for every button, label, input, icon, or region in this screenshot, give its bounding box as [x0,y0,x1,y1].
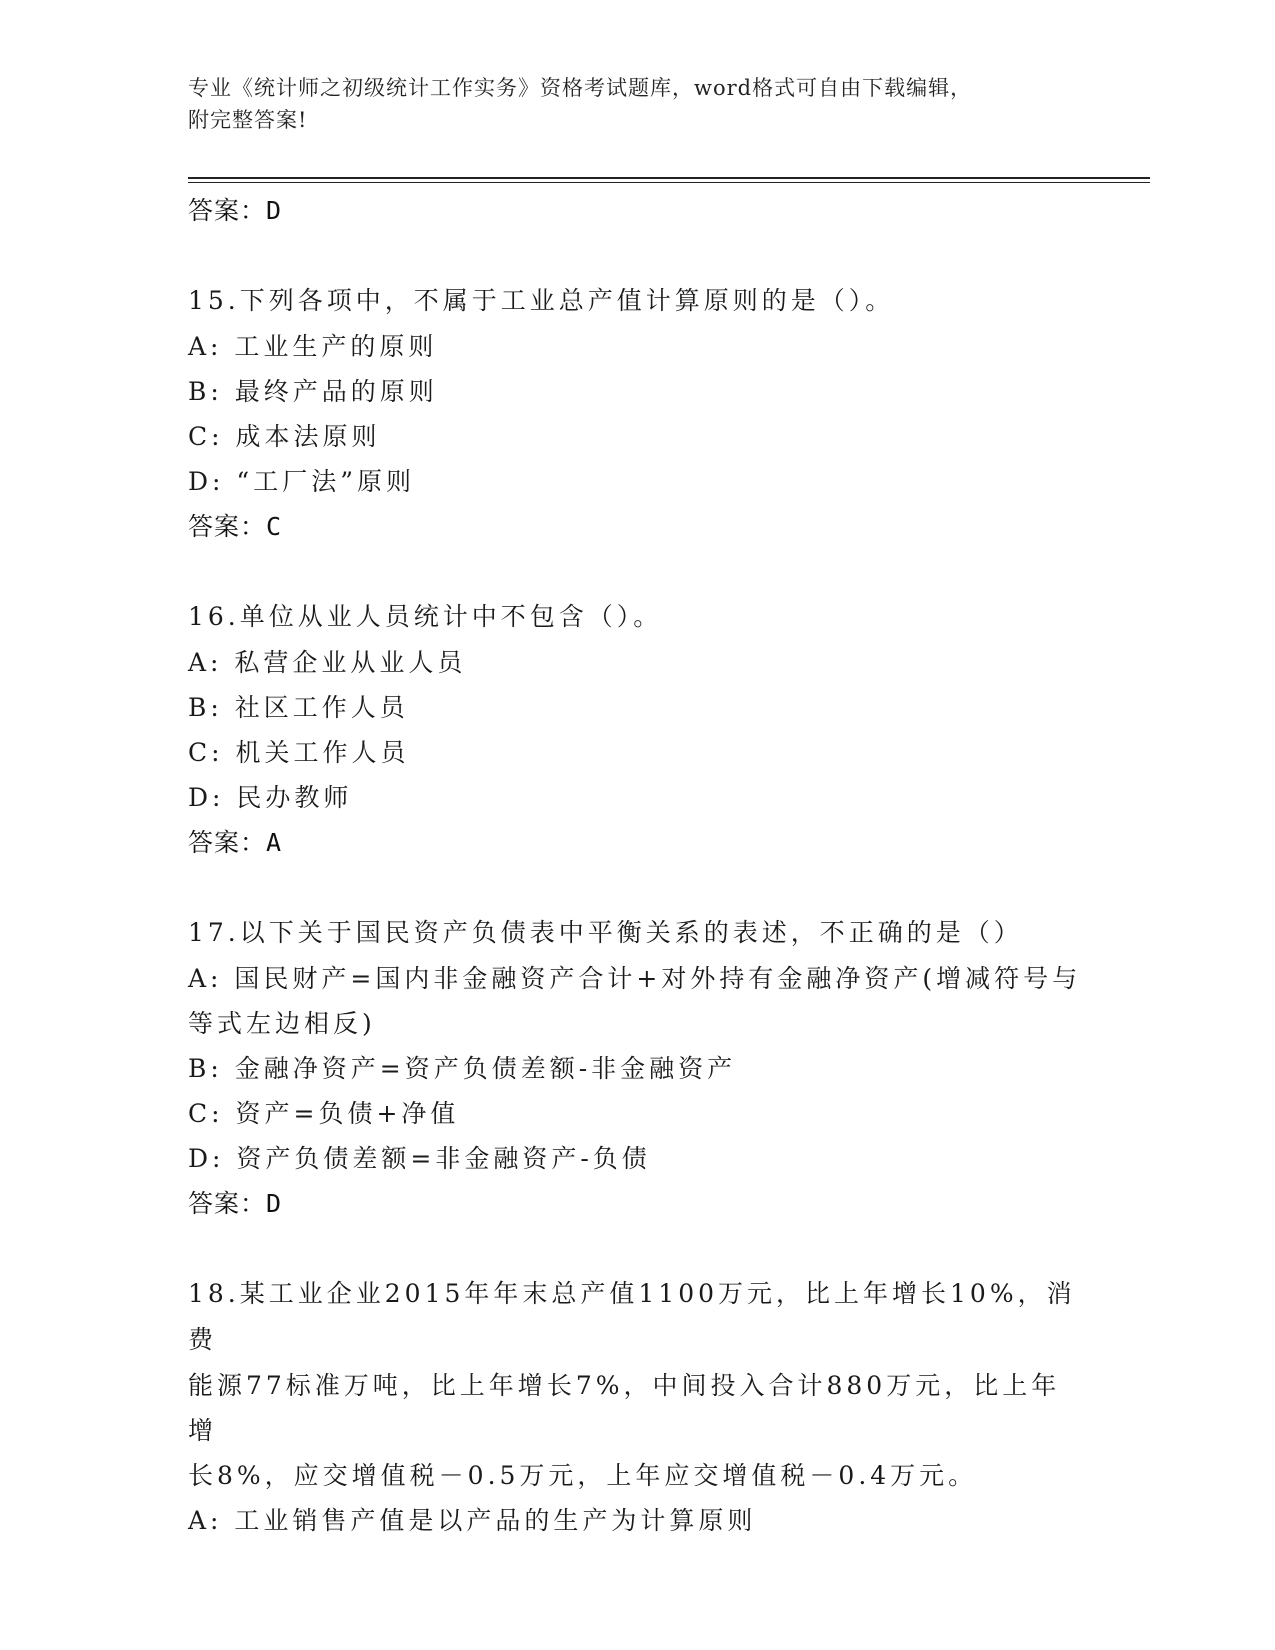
option-c: C: 资产=负债+净值 [188,1099,460,1128]
answer-label: 答案： [188,828,267,857]
answer-value: A [266,828,283,857]
spacer [188,550,1088,594]
question-stem: 18.某工业企业2015年年末总产值1100万元，比上年增长10%，消费 [188,1279,1076,1354]
answer [188,504,1088,550]
question-stem: 17.以下关于国民资产负债表中平衡关系的表述，不正确的是（） [188,918,1023,947]
option-d: D: “工厂法”原则 [188,467,415,496]
header-rule-thin [188,182,1150,183]
option-b: B: 金融净资产=资产负债差额-非金融资产 [188,1054,737,1083]
question-17 [188,910,1088,1227]
question-stem-line-3: 长8%，应交增值税－0.5万元，上年应交增值税－0.4万元。 [188,1461,978,1490]
option-b: B: 社区工作人员 [188,693,409,722]
question-16 [188,594,1088,866]
answer-value: C [266,512,283,541]
answer-value: D [266,1189,283,1218]
prev-answer [188,188,1088,234]
answer-value: D [266,196,283,225]
spacer [188,234,1088,278]
document-header [188,72,1088,136]
option-d: D: 资产负债差额=非金融资产-负债 [188,1144,651,1173]
question-stem-line-2: 能源77标准万吨，比上年增长7%，中间投入合计880万元，比上年增 [188,1371,1061,1445]
header-line-1: 专业《统计师之初级统计工作实务》资格考试题库，word格式可自由下载编辑， [188,76,973,100]
option-a: A: 国民财产=国内非金融资产合计+对外持有金融净资产(增减符号与 [188,964,1082,993]
option-a: A: 私营企业从业人员 [188,648,467,677]
answer [188,820,1088,866]
option-b: B: 最终产品的原则 [188,377,438,406]
question-stem: 15.下列各项中，不属于工业总产值计算原则的是（）。 [188,286,895,315]
option-a: A: 工业生产的原则 [188,332,438,361]
answer-label: 答案： [188,512,267,541]
option-a-continued: 等式左边相反) [188,1009,376,1038]
answer [188,1181,1088,1227]
question-18 [188,1271,1088,1543]
option-a: A: 工业销售产值是以产品的生产为计算原则 [188,1506,757,1535]
question-list [188,188,1088,1543]
option-c: C: 成本法原则 [188,422,381,451]
question-stem: 16.单位从业人员统计中不包含（）。 [188,602,663,631]
answer-label: 答案： [188,196,267,225]
header-rule-thick [188,177,1150,179]
spacer [188,1227,1088,1271]
option-c: C: 机关工作人员 [188,738,410,767]
option-d: D: 民办教师 [188,783,353,812]
spacer [188,866,1088,910]
question-15 [188,278,1088,550]
header-line-2: 附完整答案! [188,108,308,132]
answer-label: 答案： [188,1189,267,1218]
